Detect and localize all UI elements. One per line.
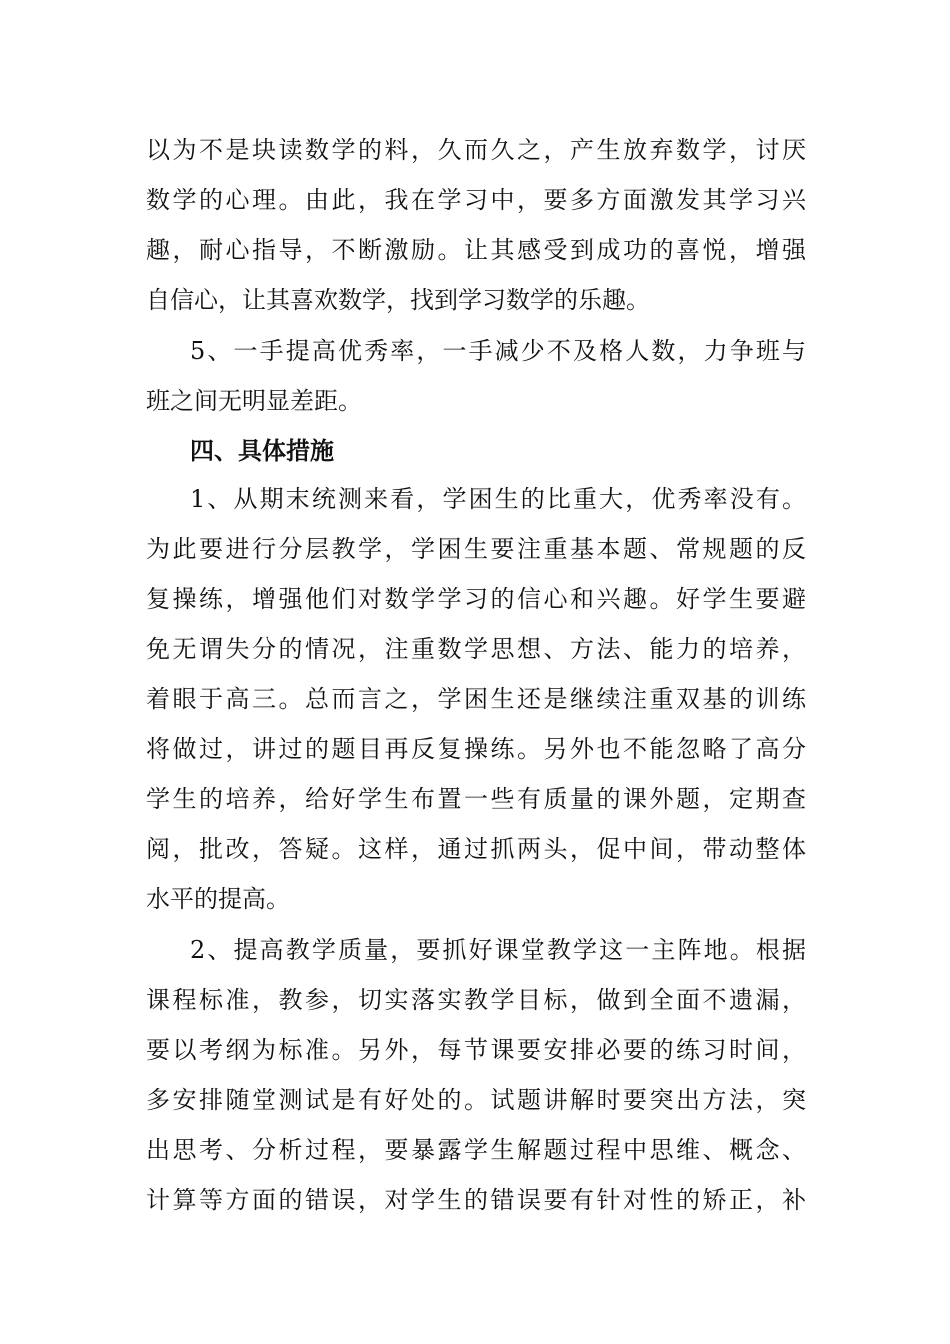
text-line: 课程标准，教参，切实落实教学目标，做到全面不遗漏， xyxy=(146,986,806,1014)
text-line: 以为不是块读数学的料，久而久之，产生放弃数学，讨厌 xyxy=(146,136,806,164)
text-line: 5、一手提高优秀率，一手减少不及格人数，力争班与 xyxy=(190,337,806,365)
text-line: 着眼于高三。总而言之，学困生还是继续注重双基的训练 xyxy=(146,685,806,713)
text-line: 要以考纲为标准。另外，每节课要安排必要的练习时间， xyxy=(146,1036,806,1064)
text-line: 计算等方面的错误，对学生的错误要有针对性的矫正，补 xyxy=(146,1186,806,1214)
text-line: 出思考、分析过程，要暴露学生解题过程中思维、概念、 xyxy=(146,1136,806,1164)
text-line: 阅，批改，答疑。这样，通过抓两头，促中间，带动整体 xyxy=(146,835,806,863)
text-line: 复操练，增强他们对数学学习的信心和兴趣。好学生要避 xyxy=(146,585,806,613)
section-heading: 四、具体措施 xyxy=(190,436,334,465)
text-line: 将做过，讲过的题目再反复操练。另外也不能忽略了高分 xyxy=(146,735,806,763)
text-line: 学生的培养，给好学生布置一些有质量的课外题，定期查 xyxy=(146,785,806,813)
text-line: 自信心，让其喜欢数学，找到学习数学的乐趣。 xyxy=(146,286,650,314)
text-line: 水平的提高。 xyxy=(146,885,290,913)
text-line: 趣，耐心指导，不断激励。让其感受到成功的喜悦，增强 xyxy=(146,236,806,264)
text-line: 2、提高教学质量，要抓好课堂教学这一主阵地。根据 xyxy=(190,936,806,964)
text-line: 多安排随堂测试是有好处的。试题讲解时要突出方法，突 xyxy=(146,1086,806,1114)
text-line: 1、从期末统测来看，学困生的比重大，优秀率没有。 xyxy=(190,485,806,513)
text-line: 为此要进行分层教学，学困生要注重基本题、常规题的反 xyxy=(146,535,806,563)
text-line: 班之间无明显差距。 xyxy=(146,387,362,415)
text-line: 数学的心理。由此，我在学习中，要多方面激发其学习兴 xyxy=(146,186,806,214)
text-line: 免无谓失分的情况，注重数学思想、方法、能力的培养， xyxy=(146,635,806,663)
